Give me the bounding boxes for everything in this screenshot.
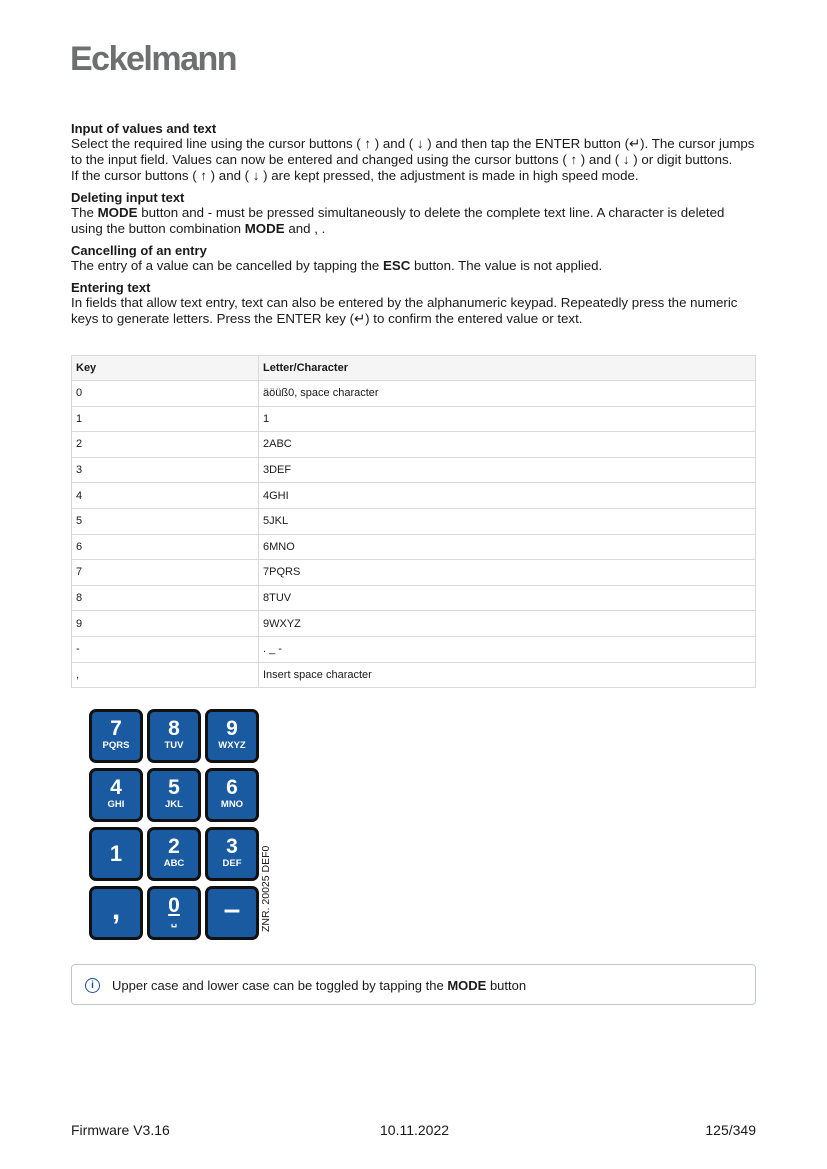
table-row (72, 381, 756, 407)
table-row (72, 560, 756, 586)
input-paragraph-1: Select the required line using the cursor buttons ( ↑ ) and ( ↓ ) and then tap the ENTER button (↵). The cursor jumps to the input field. Values can now be entered and changed using the cursor buttons ( ↑ ) and ( ↓ ) or digit buttons. (71, 136, 755, 167)
deleting-paragraph: The MODE button and - must be pressed simultaneously to delete the complete text line. A character is deleted using the button combination MODE and , . (71, 205, 725, 236)
table-cell-letters: 6MNO (259, 534, 756, 560)
table-row (72, 406, 756, 432)
keypad-key-1: 1 (89, 827, 143, 881)
info-note-text: Upper case and lower case can be toggled by tapping the MODE button (112, 978, 527, 993)
table-cell-letters: Insert space character (259, 662, 756, 688)
keypad-key-4: 4 GHI (89, 768, 143, 822)
drawing-reference: ZNR. 20025 DEF0 (260, 845, 272, 932)
table-cell-key: 7 (72, 560, 259, 586)
key-letter-table (71, 355, 756, 688)
keypad-key-8: 8 TUV (147, 709, 201, 763)
table-row (72, 432, 756, 458)
table-cell-letters: . _ - (259, 636, 756, 662)
section-title-deleting: Deleting input text (71, 190, 185, 205)
footer-page-number: 125/349 (705, 1122, 756, 1138)
table-cell-key: - (72, 636, 259, 662)
table-cell-key: 8 (72, 585, 259, 611)
table-cell-letters: 8TUV (259, 585, 756, 611)
info-icon: i (85, 978, 100, 993)
table-cell-letters: 2ABC (259, 432, 756, 458)
section-title-input: Input of values and text (71, 121, 217, 136)
table-row (72, 585, 756, 611)
input-paragraph-2: If the cursor buttons ( ↑ ) and ( ↓ ) are kept pressed, the adjustment is made in high speed mode. (71, 168, 639, 183)
table-header-key: Key (72, 356, 259, 381)
info-note (71, 964, 756, 1005)
table-cell-key: 5 (72, 508, 259, 534)
table-row (72, 662, 756, 688)
footer-firmware: Firmware V3.16 (71, 1122, 170, 1138)
keypad-key-minus: – (205, 886, 259, 940)
table-cell-key: , (72, 662, 259, 688)
table-cell-letters: 7PQRS (259, 560, 756, 586)
entering-paragraph: In fields that allow text entry, text can also be entered by the alphanumeric keypad. Repeatedly press the numeric keys to generate letters. Press the ENTER key (↵) to confirm the entered value or text. (71, 295, 738, 326)
keypad-key-6: 6 MNO (205, 768, 259, 822)
main-content (71, 121, 756, 333)
table-cell-key: 0 (72, 381, 259, 407)
keypad-key-7: 7 PQRS (89, 709, 143, 763)
table-row (72, 508, 756, 534)
table-cell-letters: 4GHI (259, 483, 756, 509)
keypad-key-2: 2 ABC (147, 827, 201, 881)
table-cell-key: 1 (72, 406, 259, 432)
table-cell-letters: 9WXYZ (259, 611, 756, 637)
table-header-row (72, 356, 756, 381)
keypad-key-comma: , (89, 886, 143, 940)
table-cell-letters: äöüß0, space character (259, 381, 756, 407)
section-title-cancelling: Cancelling of an entry (71, 243, 207, 258)
keypad-key-3: 3 DEF (205, 827, 259, 881)
cancelling-paragraph: The entry of a value can be cancelled by tapping the ESC button. The value is not applied. (71, 258, 603, 273)
section-title-entering: Entering text (71, 280, 151, 295)
table-row (72, 611, 756, 637)
table-cell-key: 6 (72, 534, 259, 560)
keypad-key-5: 5 JKL (147, 768, 201, 822)
table-cell-key: 3 (72, 457, 259, 483)
table-cell-key: 9 (72, 611, 259, 637)
table-header-letter: Letter/Character (259, 356, 756, 381)
eckelmann-logo: Eckelmann (70, 40, 237, 78)
table-cell-letters: 3DEF (259, 457, 756, 483)
footer-date: 10.11.2022 (380, 1122, 450, 1138)
table-cell-letters: 1 (259, 406, 756, 432)
table-cell-key: 4 (72, 483, 259, 509)
table-cell-letters: 5JKL (259, 508, 756, 534)
keypad-key-0: 0 ␣ (147, 886, 201, 940)
alphanumeric-keypad-illustration (89, 709, 264, 941)
table-row (72, 483, 756, 509)
table-cell-key: 2 (72, 432, 259, 458)
keypad-key-9: 9 WXYZ (205, 709, 259, 763)
table-row (72, 636, 756, 662)
table-row (72, 534, 756, 560)
table-row (72, 457, 756, 483)
